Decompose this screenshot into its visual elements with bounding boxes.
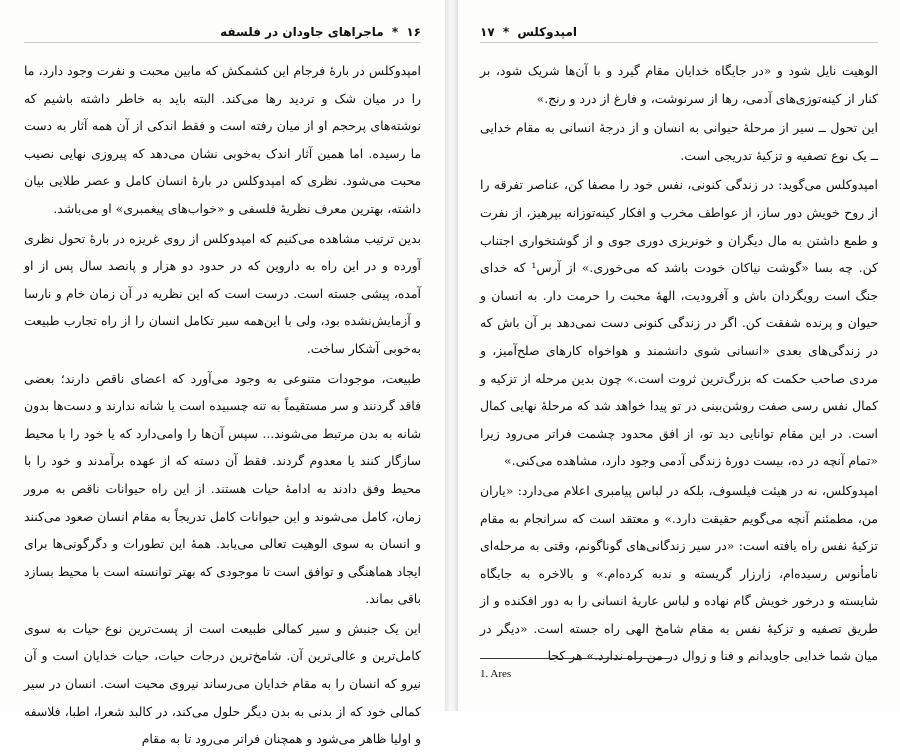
left-page (0, 0, 445, 747)
paragraph: این تحول ــ سیر از مرحلهٔ حیوانی به انسان و از درجهٔ انسانی به مقام خدایی ــ یک نوع تصفیه و تزکیهٔ تدریجی است. (480, 120, 878, 163)
paragraph: امپدوکلس، نه در هیئت فیلسوف، بلکه در لباس پیامبری اعلام می‌دارد: «یاران من، مطمئنم آنچه می‌گویم حقیقت دارد.» و معتقد است که سرانجام به مقام تزکیهٔ نفس راه یافته است: «در سیر زندگانی‌های گوناگونم، وقتی به مرحله‌ای نامأنوس رسیده‌ام، زارزار گریسته و ندبه کرده‌ام.» و بالاخره به جایگاه شایسته و درخور خویش گام نهاده و لباس عاریهٔ انسانی را به دور افکنده و از طریق تصفیه و تزکیهٔ نفس به مقام شامخ الهی راه جسته است. «دیگر در میان شما خدایی جاویدانم و فنا و زوال در من راه ندارد.» هر کجا (480, 482, 878, 664)
right-page-header (480, 22, 878, 43)
book-gutter (445, 0, 458, 711)
left-page-header (24, 22, 421, 43)
paragraph: این یک جنبش و سیر کمالی طبیعت است از پست‌ترین نوع حیات به سوی کامل‌ترین و عالی‌ترین آن. شامخ‌ترین درجات حیات، حیات خدایان است و آن نیرو که انسان را به مقام خدایان می‌رساند نیروی محبت است. انسان در سیر کمالی خود که از بدنی به بدن دیگر حلول می‌کند، در کالبد شعرا، اطبا، فلاسفه و اولیا ظاهر می‌شود و همچنان فراتر می‌رود تا به مقام (24, 620, 421, 747)
footnote-divider (480, 658, 670, 659)
right-page (458, 0, 900, 711)
left-page-body (24, 57, 421, 753)
header-star-icon: * (391, 25, 399, 39)
right-page-body (480, 57, 878, 670)
paragraph: بدین ترتیب مشاهده می‌کنیم که امپدوکلس از روی غریزه در بارهٔ تحول نظری آورده و در این راه به داروین که در حدود دو هزار و پانصد سال پس از او آمده، پیشی جسته است. درست است که این نظریه در آن زمان خام و نارسا و آزمایش‌نشده بود، ولی با این‌همه سیر تکامل انسان را از راه تجارب طبیعت به‌خوبی آشکار ساخت. (24, 230, 421, 356)
left-page-number: ۱۶ (406, 25, 421, 39)
right-page-title: امپدوکلس (517, 25, 577, 39)
paragraph: الوهیت نایل شود و «در جایگاه خدایان مقام گیرد و با آن‌ها شریک شود، بر کنار از کینه‌توزی‌های آدمی، رها از سرنوشت، و فارغ از درد و رنج.» (480, 63, 878, 106)
right-page-number: ۱۷ (480, 25, 495, 39)
paragraph: طبیعت، موجودات متنوعی به وجود می‌آورد که اعضای ناقص دارند؛ بعضی فاقد گردنند و سر مستقیماً به تنه چسبیده است یا شانه ندارند و دست‌ها بدون شانه به بدن مرتبط می‌شوند... سپس آن‌ها را وامی‌دارد که یا خود را با محیط سازگار کنند یا معدوم گردند. فقط آن دسته که از عهده برآمدند و خود را با محیط وفق دادند به ادامهٔ حیات هستند. از این راه حیوانات ناقص به مرور زمان، کامل می‌شوند و این حیوانات کامل تدریجاً به مقام انسان صعود می‌کنند و انسان به سوی الوهیت تعالی می‌یابد. همهٔ این تطورات و دگرگونی‌ها برای ایجاد هماهنگی و توافق است تا موجودی که بهتر توانسته است با محیط بسازد باقی بماند. (24, 370, 421, 607)
header-star-icon: * (502, 25, 510, 39)
left-page-title: ماجراهای جاودان در فلسفه (220, 25, 384, 39)
footnote: 1. Ares (480, 668, 512, 680)
paragraph: امپدوکلس در بارهٔ فرجام این کشمکش که مابین محبت و نفرت وجود دارد، ما را در میان شک و تردید رها می‌کند. البته باید به خاطر داشته باشیم که نوشته‌های پرحجم او از میان رفته است و فقط اندکی از آن همه آثار به دست ما رسیده. اما همین آثار اندک به‌خوبی نشان می‌دهد که پیروزی نهایی نصیب محبت می‌شود. نظری که امپدوکلس در بارهٔ انسان کامل و عصر طلایی بیان داشته، بهترین معرف نظریهٔ فلسفی و «خواب‌های پیغمبری» او می‌باشد. (24, 63, 421, 216)
paragraph: امپدوکلس می‌گوید: در زندگی کنونی، نفس خود را مصفا کن، عناصر تفرقه را از روح خویش دور ساز، از عواطف مخرب و افکار کینه‌توزانه بپرهیز، از نفرت و طمع داشتن به مال دیگران و خونریزی دوری جوی و از گوشتخواری اجتناب کن. چه بسا «گوشت نیاکان خودت باشد که می‌خوری.» از آرس¹ که خدای جنگ است رویگردان باش و آفرودیت، الههٔ محبت را حرمت دار. به انسان و حیوان و پرنده شفقت کن. اگر در زندگی کنونی دست نمی‌دهد بر آن باش که در زندگی‌های بعدی «انسانی شوی دانشمند و هواخواه کارهای صلح‌آمیز، و مردی صاحب حکمت که بزرگ‌ترین ثروت است.» چون بدین مرحله از تزکیه و کمال نفس رسی صفت روشن‌بینی در تو پیدا خواهد شد که مرحلهٔ نهایی کمال است. در این مقام توانایی دید تو، از افق محدود چشمت فراتر می‌رود زیرا «تمام آنچه در ده، بیست دورهٔ زندگی آدمی وجود دارد، مشاهده می‌کنی.» (480, 177, 878, 469)
